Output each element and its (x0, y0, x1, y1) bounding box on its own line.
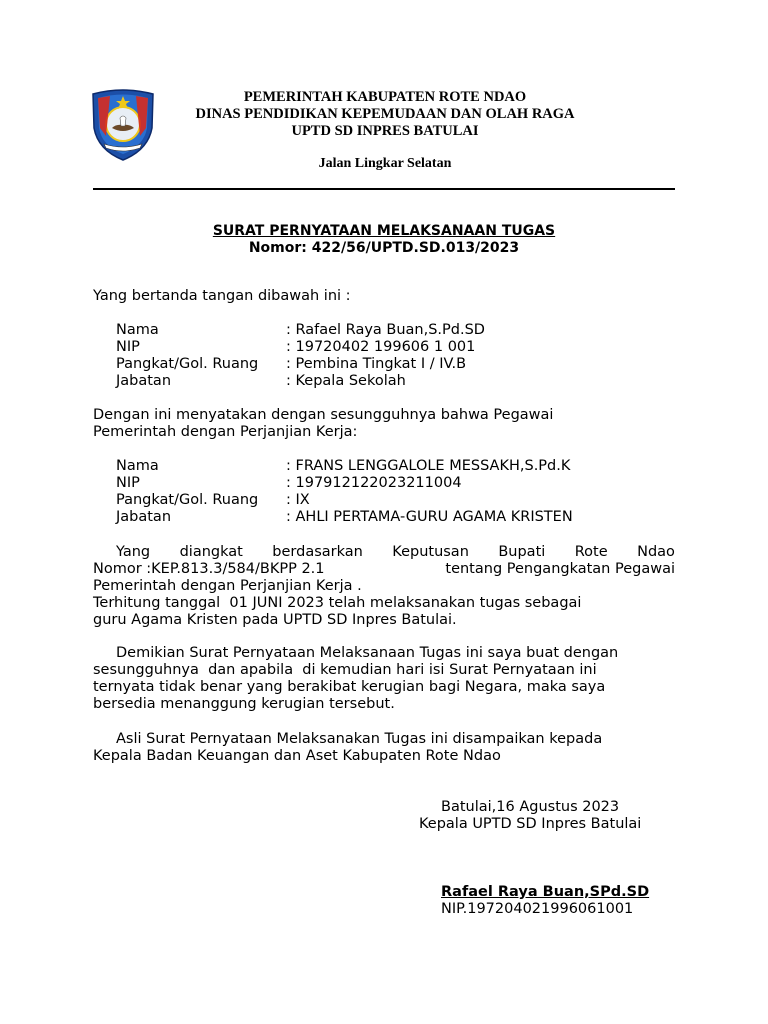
document-number: Nomor: 422/56/UPTD.SD.013/2023 (248, 240, 520, 256)
signature-position: Kepala UPTD SD Inpres Batulai (419, 816, 642, 832)
text-line (93, 561, 675, 578)
field-value: : IX (286, 492, 310, 508)
text-line: Asli Surat Pernyataan Melaksanakan Tugas ini disampaikan kepada (116, 731, 603, 747)
field-value: : Pembina Tingkat I / IV.B (286, 356, 467, 372)
text-line: guru Agama Kristen pada UPTD SD Inpres Batulai. (93, 612, 457, 628)
header-department: DINAS PENDIDIKAN KEPEMUDAAN DAN OLAH RAGA (195, 106, 575, 122)
header-government: PEMERINTAH KABUPATEN ROTE NDAO (243, 89, 527, 105)
employee-details (116, 458, 676, 526)
declaration-paragraph (93, 645, 675, 713)
document-title: SURAT PERNYATAAN MELAKSANAAN TUGAS (212, 223, 556, 239)
signatory-nip: NIP.197204021996061001 (441, 901, 634, 917)
header-divider (93, 188, 675, 190)
text-line: Pemerintah dengan Perjanjian Kerja . (93, 578, 362, 594)
field-label: Jabatan (116, 373, 172, 389)
word: Ndao (637, 544, 675, 560)
signatory-name: Rafael Raya Buan,SPd.SD (441, 884, 650, 900)
intro-text: Yang bertanda tangan dibawah ini : (93, 288, 351, 304)
word: Keputusan (392, 544, 469, 560)
text-segment: Nomor :KEP.813.3/584/BKPP 2.1 (93, 561, 325, 577)
text-line: bersedia menanggung kerugian tersebut. (93, 696, 395, 712)
field-label: Pangkat/Gol. Ruang (116, 492, 259, 508)
appointment-paragraph (93, 544, 675, 629)
field-label: NIP (116, 475, 140, 491)
field-value: : 19720402 199606 1 001 (286, 339, 476, 355)
text-line: Dengan ini menyatakan dengan sesungguhnya bahwa Pegawai (93, 407, 554, 423)
word: Bupati (498, 544, 546, 560)
word: Yang (116, 544, 151, 560)
field-value: : Kepala Sekolah (286, 373, 406, 389)
signer-row-name (116, 322, 676, 339)
field-label: Jabatan (116, 509, 172, 525)
employee-row-nip (116, 475, 676, 492)
submission-paragraph (93, 731, 675, 765)
text-line: Pemerintah dengan Perjanjian Kerja: (93, 424, 358, 440)
header-school: UPTD SD INPRES BATULAI (291, 123, 479, 139)
text-line: Terhitung tanggal 01 JUNI 2023 telah melaksanakan tugas sebagai (93, 595, 582, 611)
field-value: : AHLI PERTAMA-GURU AGAMA KRISTEN (286, 509, 573, 525)
header-address: Jalan Lingkar Selatan (318, 156, 452, 171)
signer-details (116, 322, 676, 390)
text-line (93, 544, 675, 561)
signer-row-rank (116, 356, 676, 373)
signer-row-position (116, 373, 676, 390)
employee-row-name (116, 458, 676, 475)
field-value: : 197912122023211004 (286, 475, 462, 491)
text-line: ternyata tidak benar yang berakibat kerugian bagi Negara, maka saya (93, 679, 606, 695)
text-line: sesungguhnya dan apabila di kemudian hari isi Surat Pernyataan ini (93, 662, 597, 678)
word: diangkat (179, 544, 243, 560)
text-segment: tentang Pengangkatan Pegawai (445, 561, 675, 577)
regency-emblem-icon (90, 88, 156, 162)
field-value: : Rafael Raya Buan,S.Pd.SD (286, 322, 485, 338)
employee-row-rank (116, 492, 676, 509)
field-label: Pangkat/Gol. Ruang (116, 356, 259, 372)
field-label: Nama (116, 458, 159, 474)
signature-place-date: Batulai,16 Agustus 2023 (441, 799, 620, 815)
employee-row-position (116, 509, 676, 526)
text-line: Demikian Surat Pernyataan Melaksanaan Tugas ini saya buat dengan (116, 645, 619, 661)
signer-row-nip (116, 339, 676, 356)
word: Rote (574, 544, 608, 560)
field-label: NIP (116, 339, 140, 355)
field-value: : FRANS LENGGALOLE MESSAKH,S.Pd.K (286, 458, 571, 474)
text-line: Kepala Badan Keuangan dan Aset Kabupaten Rote Ndao (93, 748, 501, 764)
word: berdasarkan (272, 544, 363, 560)
field-label: Nama (116, 322, 159, 338)
statement-text (93, 407, 675, 441)
